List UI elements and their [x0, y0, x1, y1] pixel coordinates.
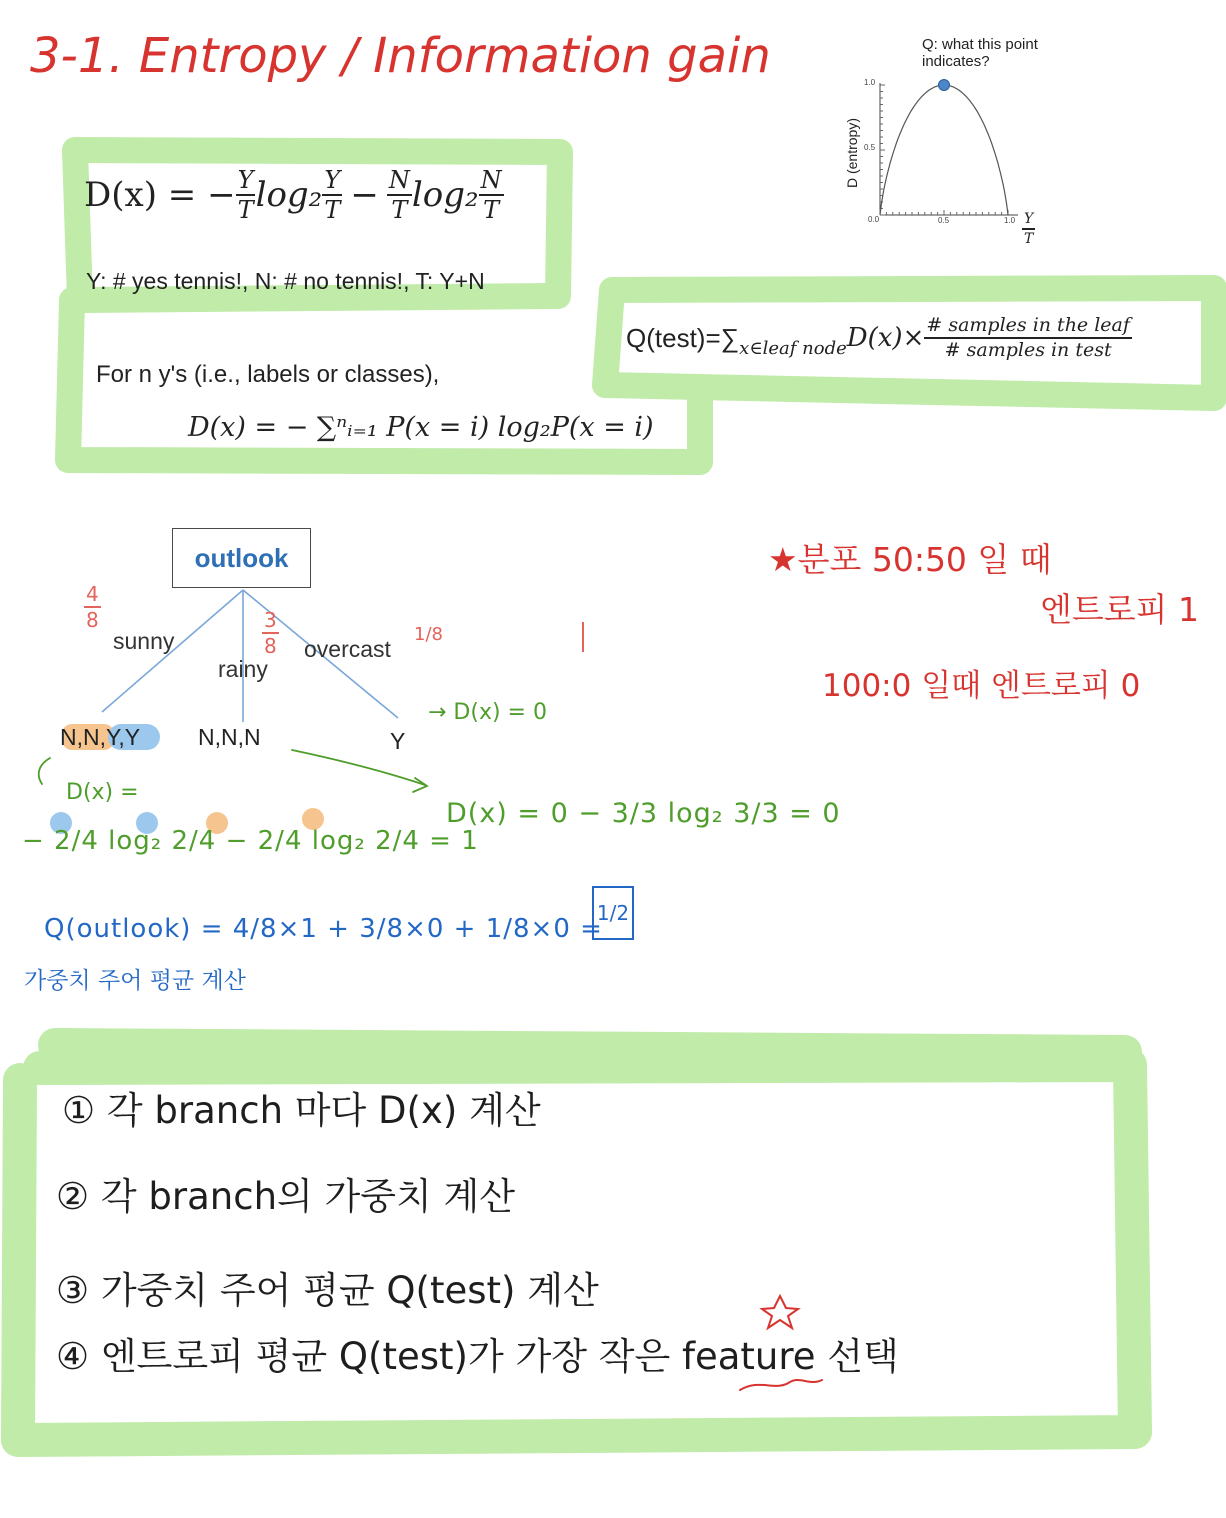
frac-den: T	[1024, 231, 1034, 247]
frac-den: T	[237, 196, 254, 224]
branch-sunny: sunny	[113, 628, 175, 654]
rainy-entropy-calc: D(x) = 0 − 3/3 log₂ 3/3 = 0	[446, 798, 841, 829]
formula-lhs: D(x) = −	[84, 175, 236, 215]
note-entropy-1: 엔트로피 1	[1040, 590, 1199, 629]
frac-num: 4	[86, 582, 99, 606]
weight-overcast: 1/8	[414, 624, 443, 645]
leaf3-entropy-note: → D(x) = 0	[428, 700, 547, 725]
leaf-rainy: N,N,N	[198, 724, 261, 750]
star-icon	[762, 1296, 798, 1328]
frac-num: Y	[324, 166, 341, 194]
note-5050: ★분포 50:50 일 때	[768, 540, 1052, 579]
log-term: log₂	[411, 175, 479, 215]
step-4: ④ 엔트로피 평균 Q(test)가 가장 작은 feature 선택	[56, 1335, 899, 1378]
frac-num: Y	[1022, 212, 1035, 230]
leaf-sunny: N,N,Y,Y	[60, 724, 141, 750]
y-tick-0: 0.0	[868, 215, 880, 224]
q-outlook-calc: Q(outlook) = 4/8×1 + 3/8×0 + 1/8×0 =	[44, 914, 603, 944]
dx-label: D(x) =	[66, 780, 139, 805]
y-tick-1: 1.0	[864, 78, 876, 87]
q-outlook-result: 1/2	[592, 886, 634, 940]
minus-sign: −	[350, 175, 379, 215]
branch-overcast: overcast	[304, 636, 391, 662]
page-title: 3-1. Entropy / Information gain	[30, 28, 771, 84]
x-tick-1: 1.0	[1004, 216, 1016, 225]
n-classes-text: For n y's (i.e., labels or classes),	[96, 361, 440, 388]
q-mid: D(x)×	[846, 323, 925, 353]
weighted-average-note: 가중치 주어 평균 계산	[24, 968, 246, 994]
x-tick-05: 0.5	[938, 216, 950, 225]
frac-den: T	[483, 196, 500, 224]
frac-den: 8	[86, 608, 99, 632]
frac-den: # samples in test	[944, 339, 1112, 361]
sunny-entropy-calc: − 2/4 log₂ 2/4 − 2/4 log₂ 2/4 = 1	[22, 826, 479, 856]
plot-ylabel: D (entropy)	[844, 117, 860, 189]
plot-question: Q: what this point indicates?	[922, 36, 1038, 70]
step-1: ① 각 branch 마다 D(x) 계산	[62, 1089, 541, 1132]
y-tick-05: 0.5	[864, 143, 876, 152]
branch-rainy: rainy	[218, 656, 268, 682]
frac-den: 8	[264, 634, 277, 658]
tree-root-node: outlook	[172, 528, 311, 588]
frac-den: T	[391, 196, 408, 224]
leaf-overcast: Y	[390, 728, 406, 754]
frac-num: N	[388, 166, 410, 194]
q-sub: x∈leaf node	[739, 337, 847, 359]
frac-num: N	[480, 166, 502, 194]
frac-num: 3	[264, 608, 277, 632]
note-100-0: 100:0 일때 엔트로피 0	[822, 668, 1141, 704]
step-3: ③ 가중치 주어 평균 Q(test) 계산	[56, 1269, 599, 1312]
frac-num: Y	[237, 166, 254, 194]
q-lhs: Q(test)=∑	[626, 322, 740, 353]
entropy-formula-general: D(x) = − ∑ⁿᵢ₌₁ P(x = i) log₂P(x = i)	[188, 412, 654, 443]
log-term: log₂	[255, 175, 323, 215]
frac-den: T	[324, 196, 341, 224]
step-2: ② 각 branch의 가중치 계산	[56, 1175, 516, 1218]
formula-legend: Y: # yes tennis!, N: # no tennis!, T: Y+N	[86, 268, 485, 294]
frac-num: # samples in the leaf	[924, 316, 1132, 339]
squiggle-underline	[740, 1380, 822, 1390]
